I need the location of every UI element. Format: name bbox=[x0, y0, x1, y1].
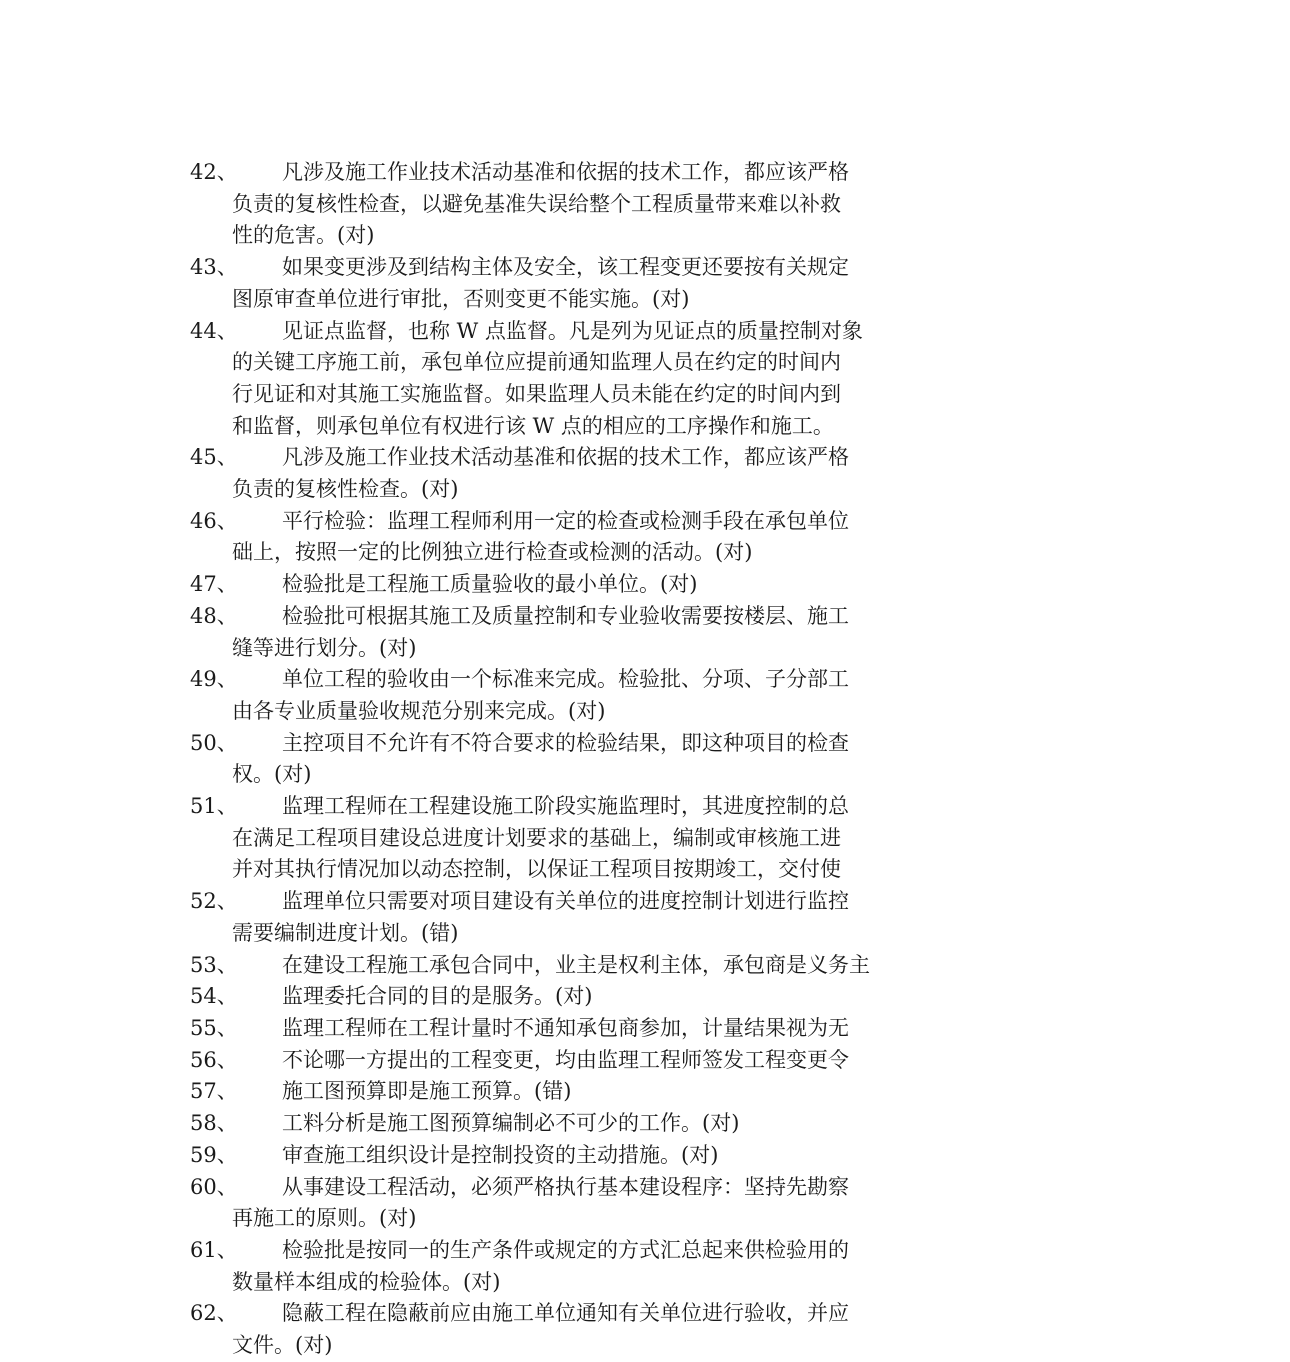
list-item bbox=[190, 791, 1290, 886]
item-number: 61、 bbox=[190, 1237, 238, 1262]
item-number: 59、 bbox=[190, 1142, 238, 1167]
item-text-line: 图原审查单位进行审批，否则变更不能实施。(对) bbox=[232, 286, 690, 311]
list-item bbox=[190, 601, 1290, 664]
item-number: 53、 bbox=[190, 952, 238, 977]
item-number: 60、 bbox=[190, 1174, 238, 1199]
item-number: 54、 bbox=[190, 984, 238, 1009]
item-text-line: 监理工程师在工程计量时不通知承包商参加，计量结果视为无 bbox=[282, 1015, 849, 1040]
item-text-line: 如果变更涉及到结构主体及安全，该工程变更还要按有关规定 bbox=[282, 255, 849, 280]
list-item bbox=[190, 1298, 1290, 1361]
list-item bbox=[190, 1045, 1290, 1077]
list-item bbox=[190, 1235, 1290, 1298]
list-item bbox=[190, 1140, 1290, 1172]
item-text-line: 并对其执行情况加以动态控制，以保证工程项目按期竣工，交付使 bbox=[232, 857, 841, 882]
item-text-line: 单位工程的验收由一个标准来完成。检验批、分项、子分部工 bbox=[282, 667, 849, 692]
list-item bbox=[190, 252, 1290, 315]
item-text-line: 监理委托合同的目的是服务。(对) bbox=[282, 984, 593, 1009]
item-number: 51、 bbox=[190, 794, 238, 819]
item-text-line: 监理单位只需要对项目建设有关单位的进度控制计划进行监控 bbox=[282, 889, 849, 914]
item-text-line: 缝等进行划分。(对) bbox=[232, 635, 417, 660]
list-item bbox=[190, 1172, 1290, 1235]
item-number: 44、 bbox=[190, 318, 238, 343]
item-text-line: 不论哪一方提出的工程变更，均由监理工程师签发工程变更令 bbox=[282, 1047, 849, 1072]
list-item bbox=[190, 1076, 1290, 1108]
list-item bbox=[190, 506, 1290, 569]
item-text-line: 再施工的原则。(对) bbox=[232, 1206, 417, 1231]
item-number: 52、 bbox=[190, 889, 238, 914]
item-text-line: 在建设工程施工承包合同中，业主是权利主体，承包商是义务主 bbox=[282, 952, 870, 977]
item-number: 49、 bbox=[190, 667, 238, 692]
item-number: 45、 bbox=[190, 445, 238, 470]
item-text-line: 平行检验：监理工程师利用一定的检查或检测手段在承包单位 bbox=[282, 508, 849, 533]
list-item bbox=[190, 886, 1290, 949]
item-text-line: 和监督，则承包单位有权进行该 W 点的相应的工序操作和施工。 bbox=[232, 413, 834, 438]
list-item bbox=[190, 664, 1290, 727]
list-item bbox=[190, 950, 1290, 982]
item-text-line: 监理工程师在工程建设施工阶段实施监理时，其进度控制的总 bbox=[282, 794, 849, 819]
item-text-line: 础上，按照一定的比例独立进行检查或检测的活动。(对) bbox=[232, 540, 753, 565]
list-item bbox=[190, 316, 1290, 443]
item-text-line: 负责的复核性检查，以避免基准失误给整个工程质量带来难以补救 bbox=[232, 191, 841, 216]
question-list bbox=[190, 157, 1290, 1362]
item-text-line: 需要编制进度计划。(错) bbox=[232, 920, 459, 945]
item-text-line: 凡涉及施工作业技术活动基准和依据的技术工作，都应该严格 bbox=[282, 445, 849, 470]
list-item bbox=[190, 442, 1290, 505]
item-text-line: 在满足工程项目建设总进度计划要求的基础上，编制或审核施工进 bbox=[232, 825, 841, 850]
item-number: 43、 bbox=[190, 255, 238, 280]
item-number: 46、 bbox=[190, 508, 238, 533]
item-text-line: 负责的复核性检查。(对) bbox=[232, 477, 459, 502]
item-number: 62、 bbox=[190, 1301, 238, 1326]
item-text-line: 行见证和对其施工实施监督。如果监理人员未能在约定的时间内到 bbox=[232, 381, 841, 406]
item-text-line: 主控项目不允许有不符合要求的检验结果，即这种项目的检查 bbox=[282, 730, 849, 755]
item-number: 42、 bbox=[190, 160, 238, 184]
item-number: 48、 bbox=[190, 603, 238, 628]
item-text-line: 数量样本组成的检验体。(对) bbox=[232, 1269, 501, 1294]
item-text-line: 凡涉及施工作业技术活动基准和依据的技术工作，都应该严格 bbox=[282, 160, 849, 184]
list-item bbox=[190, 1108, 1290, 1140]
item-text-line: 权。(对) bbox=[232, 762, 312, 787]
item-text-line: 性的危害。(对) bbox=[232, 223, 375, 248]
item-text-line: 文件。(对) bbox=[232, 1333, 333, 1358]
item-text-line: 见证点监督，也称 W 点监督。凡是列为见证点的质量控制对象 bbox=[282, 318, 863, 343]
item-text-line: 隐蔽工程在隐蔽前应由施工单位通知有关单位进行验收，并应 bbox=[282, 1301, 849, 1326]
list-item bbox=[190, 1013, 1290, 1045]
list-item bbox=[190, 569, 1290, 601]
list-item bbox=[190, 981, 1290, 1013]
item-text-line: 检验批是工程施工质量验收的最小单位。(对) bbox=[282, 572, 698, 597]
item-number: 47、 bbox=[190, 572, 238, 597]
item-number: 50、 bbox=[190, 730, 238, 755]
item-text-line: 检验批是按同一的生产条件或规定的方式汇总起来供检验用的 bbox=[282, 1237, 849, 1262]
item-text-line: 的关键工序施工前，承包单位应提前通知监理人员在约定的时间内 bbox=[232, 350, 841, 375]
item-text-line: 施工图预算即是施工预算。(错) bbox=[282, 1079, 572, 1104]
item-text-line: 工料分析是施工图预算编制必不可少的工作。(对) bbox=[282, 1111, 740, 1136]
item-text-line: 从事建设工程活动，必须严格执行基本建设程序：坚持先勘察 bbox=[282, 1174, 849, 1199]
item-number: 56、 bbox=[190, 1047, 238, 1072]
list-item bbox=[190, 157, 1290, 252]
item-text-line: 审查施工组织设计是控制投资的主动措施。(对) bbox=[282, 1142, 719, 1167]
item-number: 55、 bbox=[190, 1015, 238, 1040]
item-text-line: 由各专业质量验收规范分别来完成。(对) bbox=[232, 698, 606, 723]
item-number: 57、 bbox=[190, 1079, 238, 1104]
item-text-line: 检验批可根据其施工及质量控制和专业验收需要按楼层、施工 bbox=[282, 603, 849, 628]
list-item bbox=[190, 728, 1290, 791]
item-number: 58、 bbox=[190, 1111, 238, 1136]
